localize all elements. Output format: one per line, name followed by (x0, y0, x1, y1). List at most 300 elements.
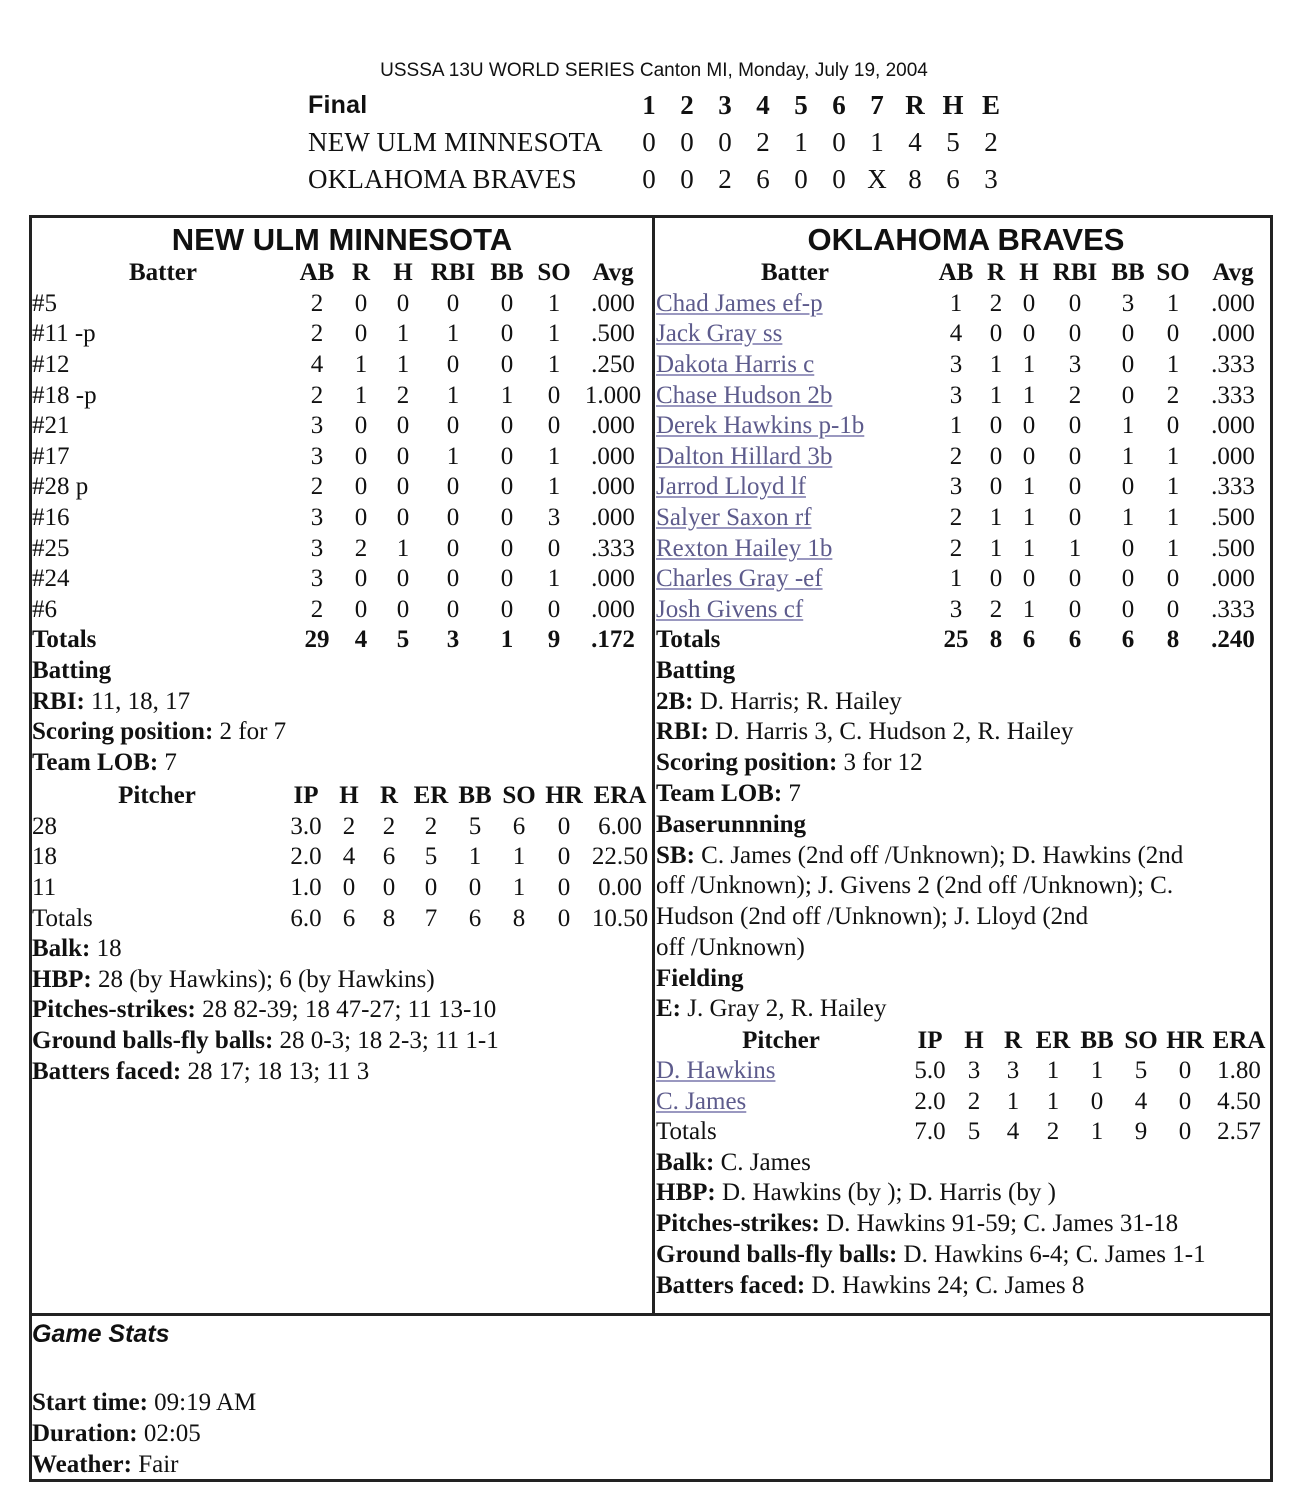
stat-cell: 1 (468, 843, 482, 871)
team-heading: OKLAHOMA BRAVES (807, 222, 1125, 257)
col-header: HR (545, 782, 583, 810)
batter-row (32, 533, 650, 564)
stat-cell: 1 (949, 565, 963, 593)
stat-cell: 1 (1022, 473, 1036, 501)
stat-cell: 3 (310, 504, 324, 532)
stat-cell: .000 (591, 565, 635, 593)
col-header: ER (1035, 1026, 1071, 1054)
totals-cell: 9 (1134, 1118, 1148, 1146)
stat-cell: 1 (989, 381, 1003, 409)
stat-cell: 0 (1166, 565, 1180, 593)
pitcher-link[interactable]: D. Hawkins (656, 1057, 776, 1085)
note-label: Team LOB: (656, 779, 783, 807)
stat-cell: 0 (446, 289, 460, 317)
batter-row (32, 503, 650, 534)
stat-cell: 2 (310, 381, 324, 409)
col-header: H (339, 782, 359, 810)
pitcher-row (32, 873, 652, 904)
stat-cell: 1 (512, 843, 526, 871)
name-cell: #18 -p (32, 381, 97, 409)
note-value: D. Hawkins 91-59; C. James 31-18 (819, 1210, 1179, 1238)
score-cell: 2 (718, 164, 732, 194)
player-link[interactable]: Charles Gray -ef (656, 565, 823, 593)
name-cell: #28 p (32, 473, 89, 501)
note-value: 28 17; 18 13; 11 3 (181, 1058, 370, 1086)
stat-cell: 0 (396, 412, 410, 440)
stat-cell: 2 (1166, 381, 1180, 409)
stat-cell: 3 (1006, 1057, 1020, 1085)
stat-cell: 0 (396, 504, 410, 532)
score-cell: 4 (908, 127, 922, 157)
line-score-row-home (308, 161, 1010, 198)
stat-cell: 0 (396, 595, 410, 623)
stat-cell: 0 (446, 534, 460, 562)
batter-row (32, 472, 650, 503)
totals-cell: 25 (943, 626, 969, 654)
stat-cell: 0 (1068, 320, 1082, 348)
note-label: Balk: (32, 934, 91, 962)
note-line (32, 995, 652, 1026)
col-header: IP (917, 1026, 943, 1054)
note-label: Pitches-strikes: (656, 1210, 820, 1238)
col-header: Pitcher (118, 782, 196, 810)
name-cell: 28 (32, 812, 57, 840)
stat-cell: 1 (1022, 595, 1036, 623)
stat-cell: 0 (1022, 412, 1036, 440)
totals-cell: 2 (1046, 1118, 1060, 1146)
fielding-notes (656, 994, 1276, 1025)
note-line (32, 687, 652, 718)
name-cell (656, 472, 934, 503)
note-label: Batters faced: (32, 1058, 182, 1086)
stat-cell: 2 (949, 504, 963, 532)
stat-cell: 0 (1022, 442, 1036, 470)
stat-cell: 1 (989, 504, 1003, 532)
stat-cell: .333 (1211, 473, 1255, 501)
stat-cell: 0 (1166, 595, 1180, 623)
stat-cell: 1 (1166, 473, 1180, 501)
hits-header: H (942, 90, 964, 120)
note-line (32, 965, 652, 996)
stat-cell: 0 (1090, 1087, 1104, 1115)
stat-cell: 1 (1166, 351, 1180, 379)
note-line (32, 1450, 1270, 1481)
note-label: Weather: (32, 1450, 132, 1478)
stat-cell: 0 (446, 473, 460, 501)
col-header: SO (1124, 1026, 1158, 1054)
stat-cell: 0 (1166, 412, 1180, 440)
line-score-row-away (308, 124, 1010, 161)
score-cell: 0 (680, 164, 694, 194)
batter-row (32, 411, 650, 442)
totals-cell: 5 (396, 626, 410, 654)
stat-cell: .000 (591, 442, 635, 470)
totals-row (656, 625, 1270, 656)
totals-cell: .240 (1211, 626, 1255, 654)
away-team-panel (32, 218, 652, 1088)
note-value: 28 82-39; 18 47-27; 11 13-10 (195, 996, 497, 1024)
stat-cell: .000 (1211, 565, 1255, 593)
stat-cell: 0 (989, 473, 1003, 501)
totals-cell: 5 (967, 1118, 981, 1146)
stat-cell: 0 (500, 565, 514, 593)
stat-cell: 0 (500, 442, 514, 470)
stat-cell: 2 (382, 812, 396, 840)
note-value: D. Harris 3, C. Hudson 2, R. Hailey (708, 718, 1074, 746)
col-header: SO (537, 259, 571, 287)
batter-row (656, 595, 1270, 626)
player-link[interactable]: Jack Gray ss (656, 320, 783, 348)
pitching-table (32, 781, 652, 934)
stat-cell: 1 (1121, 412, 1135, 440)
batter-row (656, 319, 1270, 350)
player-link[interactable]: Rexton Hailey 1b (656, 534, 833, 562)
stat-cell: 1 (354, 351, 368, 379)
stat-cell: .333 (1211, 351, 1255, 379)
pitcher-row (656, 1086, 1270, 1117)
col-header: ER (413, 782, 449, 810)
stat-cell: 0 (1178, 1087, 1192, 1115)
stat-cell: 2.0 (914, 1087, 946, 1115)
batter-row (656, 503, 1270, 534)
totals-label: Totals (656, 626, 721, 654)
pitcher-row (32, 812, 652, 843)
stat-cell: 1 (989, 534, 1003, 562)
player-link[interactable]: Chase Hudson 2b (656, 381, 833, 409)
pitching-table (656, 1025, 1270, 1147)
stat-cell: 1 (354, 381, 368, 409)
note-label: HBP: (32, 965, 92, 993)
batter-row (656, 411, 1270, 442)
stat-cell: 0 (354, 565, 368, 593)
totals-cell: 29 (304, 626, 330, 654)
stat-cell: 3 (1068, 351, 1082, 379)
stat-cell: 1 (1166, 534, 1180, 562)
col-header: BB (490, 259, 524, 287)
note-value: D. Hawkins 24; C. James 8 (805, 1271, 1085, 1299)
stat-cell: .333 (1211, 381, 1255, 409)
name-cell: #5 (32, 289, 57, 317)
stat-cell: .500 (591, 320, 635, 348)
stat-cell: 0 (382, 873, 396, 901)
note-label: Start time: (32, 1389, 148, 1416)
stat-cell: 0 (468, 873, 482, 901)
stat-cell: 0 (446, 595, 460, 623)
stat-cell: 2 (989, 289, 1003, 317)
col-header: RBI (430, 259, 476, 287)
line-score-header-row (308, 87, 1010, 124)
totals-cell: 0 (1178, 1118, 1192, 1146)
col-header: RBI (1052, 259, 1098, 287)
pitching-header-row (32, 781, 652, 812)
stat-cell: 5 (424, 843, 438, 871)
team-name: OKLAHOMA BRAVES (308, 164, 577, 194)
player-link[interactable]: Dakota Harris c (656, 351, 815, 379)
stat-cell: 0 (1121, 534, 1135, 562)
batting-table (32, 258, 650, 656)
batting-rows (656, 289, 1270, 656)
note-line (32, 748, 652, 779)
score-cell: 3 (984, 164, 998, 194)
name-cell: #25 (32, 534, 70, 562)
totals-cell: 8 (512, 904, 526, 932)
pitching-notes (656, 1148, 1276, 1302)
stat-cell: 1 (1022, 504, 1036, 532)
stat-cell: 3 (310, 534, 324, 562)
player-link[interactable]: Chad James ef-p (656, 289, 823, 317)
totals-label: Totals (32, 904, 93, 932)
stat-cell: 0 (500, 504, 514, 532)
final-label: Final (308, 91, 368, 119)
stat-cell: 4 (342, 843, 356, 871)
stat-cell: .500 (1211, 534, 1255, 562)
name-cell: #6 (32, 595, 57, 623)
totals-cell: 2.57 (1217, 1118, 1261, 1146)
totals-cell: 3 (446, 626, 460, 654)
stat-cell: 4 (310, 351, 324, 379)
note-line (656, 1148, 1276, 1179)
col-header: Batter (128, 259, 198, 287)
totals-cell: 6 (1022, 626, 1036, 654)
score-cell: X (867, 164, 887, 194)
batter-row (656, 442, 1270, 473)
name-cell (656, 442, 934, 473)
stat-cell: 1 (547, 320, 561, 348)
stat-cell: 0 (500, 534, 514, 562)
note-value: D. Harris; R. Hailey (693, 687, 902, 715)
stat-cell: 4.50 (1217, 1087, 1261, 1115)
player-link[interactable]: Salyer Saxon rf (656, 504, 812, 532)
pitcher-row (32, 842, 652, 873)
note-line (656, 1240, 1276, 1271)
note-line (32, 1057, 652, 1088)
stat-cell: 2 (424, 812, 438, 840)
stat-cell: 0 (547, 595, 561, 623)
stat-cell: 0 (547, 412, 561, 440)
stat-cell: 2 (989, 595, 1003, 623)
stat-cell: 3 (949, 473, 963, 501)
stat-cell: 0 (354, 595, 368, 623)
stat-cell: 0 (396, 565, 410, 593)
totals-label: Totals (32, 626, 97, 654)
stat-cell: 0 (1121, 595, 1135, 623)
stat-cell: 0 (446, 351, 460, 379)
stat-cell: 0 (424, 873, 438, 901)
totals-cell: 7.0 (914, 1118, 946, 1146)
stat-cell: 0 (989, 565, 1003, 593)
pitching-rows (32, 812, 652, 934)
stat-cell: 2 (1068, 381, 1082, 409)
stat-cell: 0 (1068, 412, 1082, 440)
note-value: 11, 18, 17 (84, 687, 191, 715)
baserunning-title: Baserunnning (656, 810, 807, 838)
stat-cell: 6 (512, 812, 526, 840)
totals-cell: 10.50 (591, 904, 649, 932)
note-line (656, 717, 1276, 748)
stat-cell: .000 (591, 595, 635, 623)
stat-cell: 2 (967, 1087, 981, 1115)
stat-cell: 1 (396, 534, 410, 562)
note-label: RBI: (32, 687, 85, 715)
name-cell (656, 503, 934, 534)
stat-cell: 6 (382, 843, 396, 871)
stat-cell: 0 (1068, 473, 1082, 501)
stat-cell: 1 (547, 351, 561, 379)
baserunning-line (656, 841, 1276, 872)
stat-cell: 0 (1022, 289, 1036, 317)
score-cell: 0 (680, 127, 694, 157)
pitcher-link[interactable]: C. James (656, 1087, 747, 1115)
stat-cell: 0 (354, 320, 368, 348)
stat-cell: 1 (1090, 1057, 1104, 1085)
batting-notes (656, 687, 1276, 810)
stat-cell: 0 (1022, 565, 1036, 593)
runs-header: R (905, 90, 925, 120)
stat-cell: 1 (989, 351, 1003, 379)
stat-cell: 0 (1068, 565, 1082, 593)
stat-cell: .500 (1211, 504, 1255, 532)
col-header: Pitcher (742, 1026, 820, 1054)
stat-cell: 3 (310, 565, 324, 593)
stat-cell: .000 (1211, 289, 1255, 317)
totals-cell: 1 (500, 626, 514, 654)
score-cell: 1 (870, 127, 884, 157)
totals-row (32, 625, 650, 656)
stat-cell: 1 (1121, 504, 1135, 532)
stat-cell: 1 (446, 320, 460, 348)
note-line (656, 779, 1276, 810)
note-label: 2B: (656, 687, 694, 715)
stat-cell: 3 (967, 1057, 981, 1085)
totals-cell: 1 (1090, 1118, 1104, 1146)
batting-notes (32, 687, 652, 779)
stat-cell: 0 (1068, 289, 1082, 317)
note-value: 2 for 7 (213, 718, 287, 746)
score-cell: 8 (908, 164, 922, 194)
home-team-panel (656, 218, 1276, 1302)
name-cell: 11 (32, 873, 57, 901)
name-cell: #12 (32, 351, 70, 379)
name-cell: #17 (32, 442, 70, 470)
col-header: R (986, 259, 1006, 287)
stat-cell: 0 (396, 289, 410, 317)
stat-cell: 3 (949, 595, 963, 623)
note-label: HBP: (656, 1179, 716, 1207)
stat-cell: 3 (310, 412, 324, 440)
inning-header: 1 (642, 90, 656, 120)
player-link[interactable]: Derek Hawkins p-1b (656, 412, 865, 440)
note-value: 7 (158, 749, 177, 777)
note-value: D. Hawkins (by ); D. Harris (by ) (715, 1179, 1056, 1207)
stat-cell: 2 (949, 442, 963, 470)
batting-notes-title: Batting (32, 656, 112, 684)
totals-cell: 4 (354, 626, 368, 654)
column-divider (652, 218, 655, 1313)
stat-cell: 0 (1068, 442, 1082, 470)
col-header: AB (299, 259, 335, 287)
team-name: NEW ULM MINNESOTA (308, 127, 603, 157)
stat-cell: 2.0 (290, 843, 322, 871)
stat-cell: .000 (591, 412, 635, 440)
pitching-header-row (656, 1025, 1270, 1056)
totals-cell: 6 (1068, 626, 1082, 654)
stat-cell: 0 (446, 565, 460, 593)
totals-cell: 4 (1006, 1118, 1020, 1146)
col-header: SO (1156, 259, 1190, 287)
totals-row (32, 903, 652, 934)
stat-cell: 1 (446, 381, 460, 409)
stat-cell: 0 (1068, 504, 1082, 532)
note-label: Duration: (32, 1419, 138, 1447)
stat-cell: 1 (1022, 381, 1036, 409)
note-value: Fair (131, 1450, 179, 1478)
batter-row (656, 564, 1270, 595)
stat-cell: .000 (1211, 442, 1255, 470)
inning-header: 6 (832, 90, 846, 120)
stat-cell: 0 (1121, 565, 1135, 593)
stat-cell: 1 (1022, 351, 1036, 379)
col-header: SO (502, 782, 536, 810)
name-cell: 18 (32, 843, 57, 871)
note-line (656, 687, 1276, 718)
note-value: D. Hawkins 6-4; C. James 1-1 (897, 1241, 1206, 1269)
score-cell: 0 (642, 127, 656, 157)
batting-rows (32, 289, 650, 656)
batter-row (32, 595, 650, 626)
batting-header-row (32, 258, 650, 289)
stat-cell: .000 (1211, 412, 1255, 440)
note-label: E: (656, 995, 681, 1023)
stat-cell: 1 (1166, 289, 1180, 317)
col-header: IP (293, 782, 319, 810)
col-header: H (393, 259, 413, 287)
stat-cell: 0.00 (598, 873, 642, 901)
name-cell (656, 289, 934, 320)
note-value: 3 for 12 (837, 749, 923, 777)
stat-cell: 2 (310, 289, 324, 317)
stat-cell: 0 (500, 320, 514, 348)
note-line (656, 994, 1276, 1025)
stat-cell: .000 (591, 504, 635, 532)
score-cell: 0 (832, 127, 846, 157)
col-header: BB (1080, 1026, 1114, 1054)
note-label: Ground balls-fly balls: (32, 1027, 274, 1055)
stat-cell: 1 (1006, 1087, 1020, 1115)
player-link[interactable]: Dalton Hillard 3b (656, 442, 833, 470)
totals-label: Totals (656, 1118, 717, 1146)
stat-cell: .250 (591, 351, 635, 379)
pitcher-row (656, 1056, 1270, 1087)
batting-header-row (656, 258, 1270, 289)
stat-cell: 5 (1134, 1057, 1148, 1085)
stat-cell: 5 (468, 812, 482, 840)
col-header: Batter (760, 259, 830, 287)
report-title: USSSA 13U WORLD SERIES Canton MI, Monday, July 19, 2004 (380, 60, 928, 81)
totals-cell: 0 (557, 904, 571, 932)
totals-cell: 9 (547, 626, 561, 654)
stat-cell: 0 (1121, 320, 1135, 348)
game-stats-section (32, 1316, 1270, 1480)
player-link[interactable]: Jarrod Lloyd lf (656, 473, 806, 501)
score-cell: 5 (946, 127, 960, 157)
stat-cell: 22.50 (591, 843, 649, 871)
player-link[interactable]: Josh Givens cf (656, 595, 804, 623)
name-cell (656, 1086, 906, 1117)
note-value: 18 (90, 934, 122, 962)
stat-cell: 0 (446, 412, 460, 440)
name-cell (656, 350, 934, 381)
name-cell: #16 (32, 504, 70, 532)
